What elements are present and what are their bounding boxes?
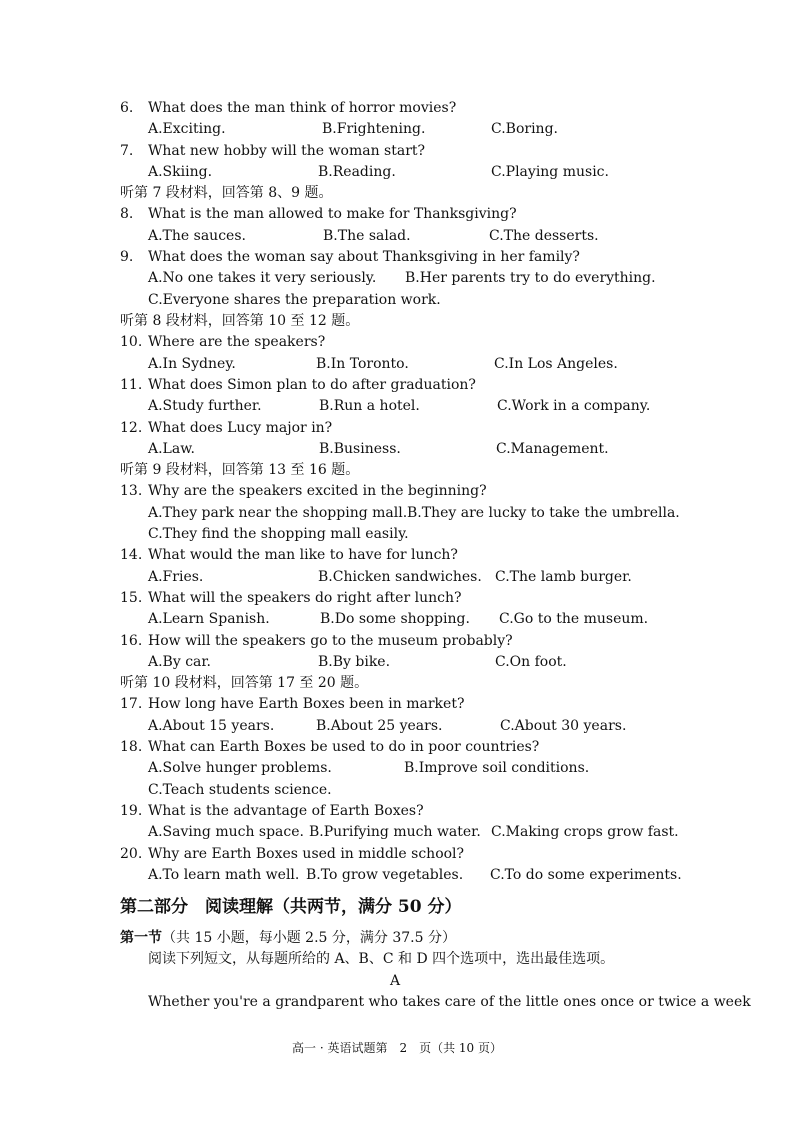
question-text: How long have Earth Boxes been in market? [148,696,465,712]
option-a: A.They park near the shopping mall. [148,505,408,521]
question-number: 15. [120,590,143,606]
option-a: A.No one takes it very seriously. [148,270,377,286]
passage-label: A [390,973,401,989]
question-text: What will the speakers do right after lunch? [148,590,462,606]
question-15 [120,589,461,607]
option-b: B.About 25 years. [316,718,443,734]
question-8 [120,205,517,223]
question-7 [120,142,425,160]
question-16 [120,632,513,650]
question-number: 11. [120,377,143,393]
question-18 [120,738,539,756]
question-11 [120,376,476,394]
option-c: C.They find the shopping mall easily. [148,526,409,542]
question-text: What is the man allowed to make for Thanksgiving? [148,206,517,222]
section-one-label: 第一节 [120,930,162,946]
question-number: 19. [120,803,143,819]
option-a: A.To learn math well. [148,867,300,883]
question-text: What can Earth Boxes be used to do in poor countries? [148,739,540,755]
option-a: A.Saving much space. [148,824,304,840]
option-a: A.By car. [148,654,211,670]
question-number: 13. [120,483,143,499]
section-one-scoring: （共 15 小题，每小题 2.5 分，满分 37.5 分） [162,930,456,946]
option-a: A.In Sydney. [148,356,236,372]
option-c: C.Management. [496,441,609,457]
option-c: C.Teach students science. [148,782,332,798]
section-instruction-9: 听第 9 段材料，回答第 13 至 16 题。 [120,462,360,478]
question-number: 8. [120,206,134,222]
question-20 [120,845,464,863]
option-b: B.Run a hotel. [319,398,420,414]
question-text: What does Lucy major in? [148,420,333,436]
option-b: B.Business. [319,441,401,457]
option-b: B.Frightening. [322,121,426,137]
part-two-title: 第二部分 阅读理解（共两节，满分 50 分） [120,897,462,917]
option-a: A.Exciting. [148,121,226,137]
question-text: What does Simon plan to do after graduation? [148,377,476,393]
option-c: C.Boring. [491,121,558,137]
question-9 [120,248,580,266]
question-text: What does the woman say about Thanksgiving in her family? [148,249,580,265]
question-6 [120,99,456,117]
option-b: B.By bike. [318,654,391,670]
question-number: 12. [120,420,143,436]
question-number: 14. [120,547,143,563]
option-b: B.Do some shopping. [320,611,470,627]
option-b: B.Improve soil conditions. [404,760,590,776]
option-c: C.The desserts. [489,228,599,244]
option-b: B.Purifying much water. [309,824,481,840]
option-c: C.Making crops grow fast. [491,824,679,840]
question-17 [120,695,464,713]
question-number: 7. [120,143,134,159]
option-c: C.Everyone shares the preparation work. [148,292,441,308]
option-a: A.About 15 years. [148,718,275,734]
option-b: B.In Toronto. [316,356,409,372]
question-text: Why are Earth Boxes used in middle school? [148,846,465,862]
passage-first-line: Whether you're a grandparent who takes care of the little ones once or twice a week [148,994,751,1010]
question-number: 16. [120,633,143,649]
question-14 [120,546,458,564]
question-text: Why are the speakers excited in the beginning? [148,483,487,499]
question-text: What is the advantage of Earth Boxes? [148,803,424,819]
option-a: A.Solve hunger problems. [148,760,332,776]
section-instruction-10: 听第 10 段材料，回答第 17 至 20 题。 [120,675,369,691]
question-number: 6. [120,100,134,116]
option-c: C.In Los Angeles. [494,356,618,372]
question-text: What would the man like to have for lunch? [148,547,458,563]
option-c: C.The lamb burger. [495,569,632,585]
question-number: 18. [120,739,143,755]
section-instruction-7: 听第 7 段材料，回答第 8、9 题。 [120,185,333,201]
option-a: A.The sauces. [148,228,246,244]
option-a: A.Law. [148,441,195,457]
question-number: 10. [120,334,143,350]
section-one-heading [120,929,456,947]
option-b: B.They are lucky to take the umbrella. [407,505,680,521]
option-a: A.Learn Spanish. [148,611,270,627]
question-number: 20. [120,846,143,862]
option-c: C.To do some experiments. [490,867,682,883]
option-a: A.Fries. [148,569,204,585]
question-number: 9. [120,249,134,265]
option-b: B.Reading. [318,164,396,180]
question-13 [120,482,487,500]
reading-instruction: 阅读下列短文，从每题所给的 A、B、C 和 D 四个选项中，选出最佳选项。 [148,951,615,967]
section-instruction-8: 听第 8 段材料，回答第 10 至 12 题。 [120,313,360,329]
option-c: C.Playing music. [491,164,609,180]
option-b: B.Chicken sandwiches. [318,569,482,585]
question-number: 17. [120,696,143,712]
question-12 [120,419,332,437]
question-text: What does the man think of horror movies? [148,100,457,116]
option-a: A.Skiing. [148,164,213,180]
question-text: Where are the speakers? [148,334,326,350]
question-10 [120,333,325,351]
option-b: B.To grow vegetables. [306,867,464,883]
question-text: What new hobby will the woman start? [148,143,426,159]
question-text: How will the speakers go to the museum probably? [148,633,513,649]
option-b: B.The salad. [323,228,411,244]
option-c: C.On foot. [495,654,567,670]
option-c: C.Work in a company. [497,398,651,414]
option-c: C.About 30 years. [500,718,627,734]
page-footer: 高一 · 英语试题第 2 页（共 10 页） [292,1041,502,1055]
option-a: A.Study further. [148,398,262,414]
question-19 [120,802,424,820]
option-c: C.Go to the museum. [499,611,649,627]
option-b: B.Her parents try to do everything. [405,270,656,286]
